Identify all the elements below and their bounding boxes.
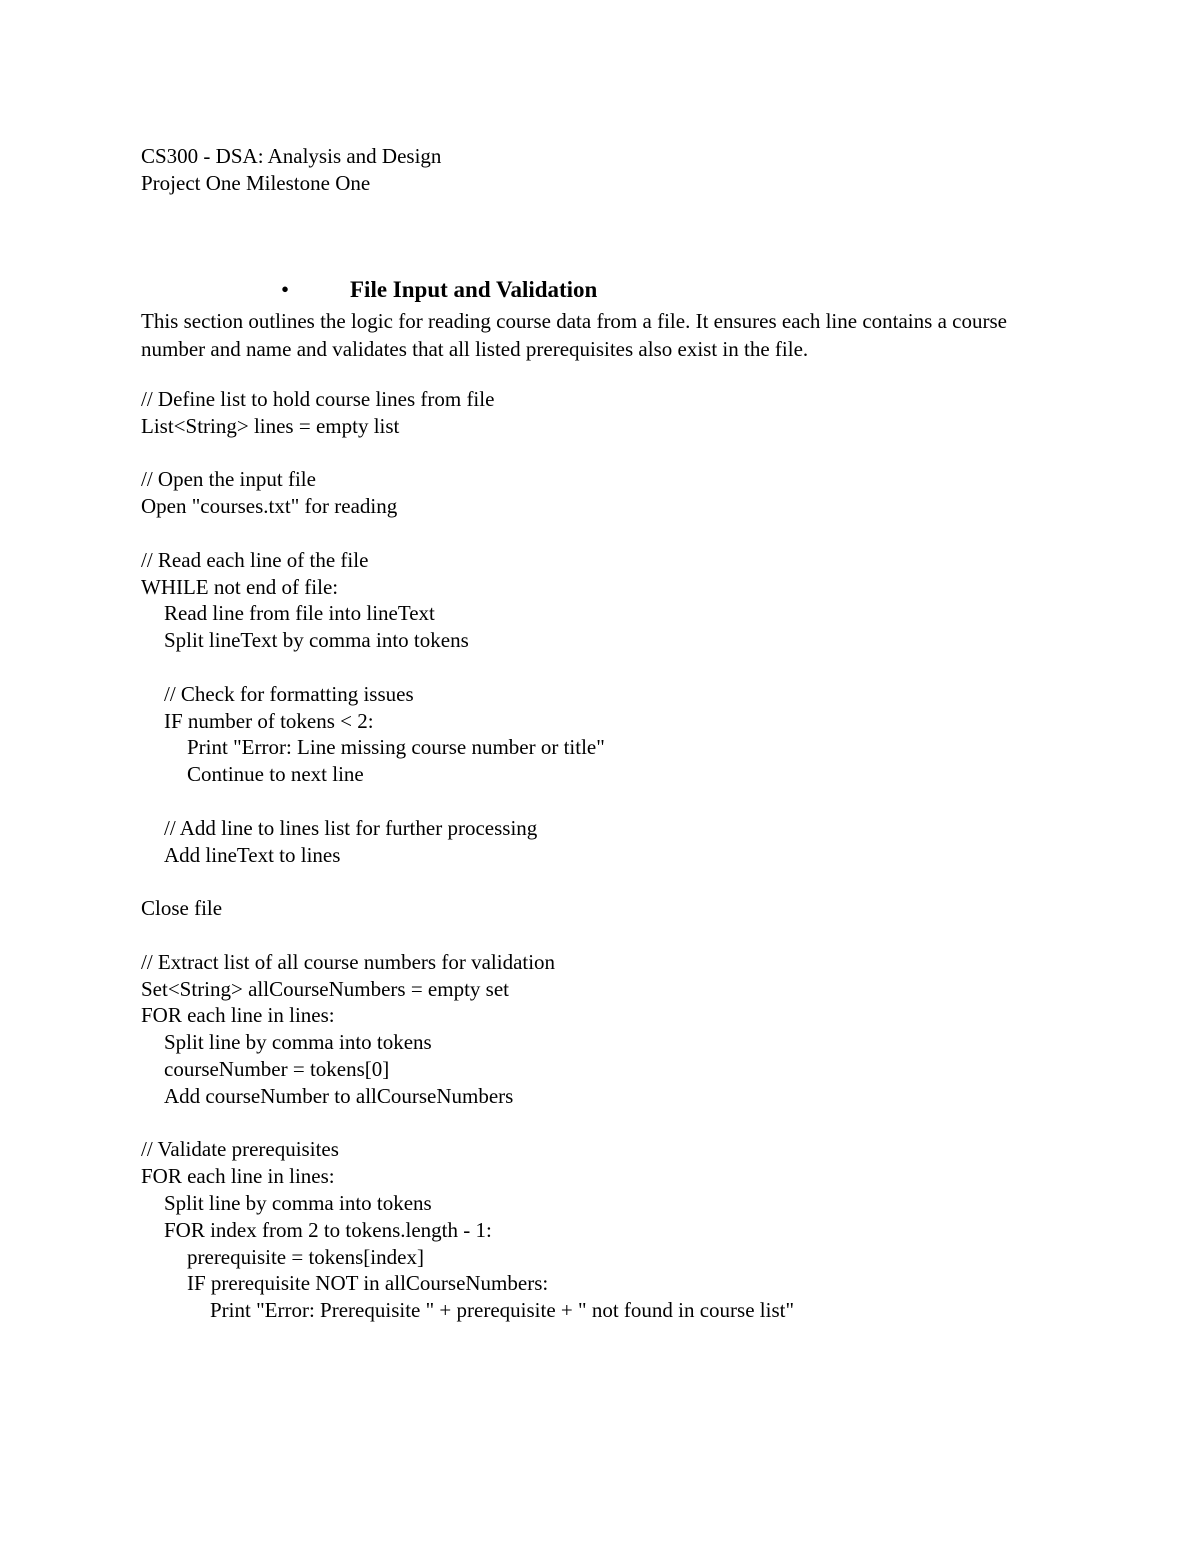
bullet-icon: •: [281, 277, 290, 302]
code-line: // Add line to lines list for further processing: [164, 815, 538, 840]
assignment-title: Project One Milestone One: [141, 171, 371, 195]
code-line: WHILE not end of file:: [141, 574, 339, 599]
code-line: Add courseNumber to allCourseNumbers: [164, 1083, 514, 1108]
blank-line: [141, 520, 1101, 547]
code-line: Set<String> allCourseNumbers = empty set: [141, 976, 509, 1001]
code-line: IF prerequisite NOT in allCourseNumbers:: [187, 1271, 549, 1296]
code-line: Split line by comma into tokens: [164, 1190, 432, 1215]
code-line: // Check for formatting issues: [164, 681, 414, 706]
code-line: IF number of tokens < 2:: [164, 708, 374, 733]
code-line: Read line from file into lineText: [164, 601, 435, 626]
section-intro: This section outlines the logic for reading course data from a file. It ensures each line contains a course number and name and validates that all listed prerequisites also exist in the file.: [141, 309, 1007, 361]
code-line: FOR each line in lines:: [141, 1003, 335, 1028]
code-line: Split line by comma into tokens: [164, 1030, 432, 1055]
blank-line: [141, 654, 1101, 681]
pseudocode-block: [141, 386, 1101, 1324]
blank-line: [141, 1110, 1101, 1137]
section-title: File Input and Validation: [350, 277, 598, 302]
code-line: prerequisite = tokens[index]: [187, 1244, 424, 1269]
code-line: Split lineText by comma into tokens: [164, 628, 469, 653]
code-line: // Open the input file: [141, 467, 316, 492]
code-line: Continue to next line: [187, 762, 364, 787]
code-line: Add lineText to lines: [164, 842, 341, 867]
code-line: // Read each line of the file: [141, 547, 369, 572]
code-line: Open "courses.txt" for reading: [141, 494, 398, 519]
code-line: // Define list to hold course lines from file: [141, 387, 495, 411]
code-line: courseNumber = tokens[0]: [164, 1056, 390, 1081]
code-line: List<String> lines = empty list: [141, 413, 400, 438]
document-header: [141, 143, 441, 197]
code-line: Print "Error: Prerequisite " + prerequisite + " not found in course list": [210, 1298, 795, 1323]
code-line: FOR each line in lines:: [141, 1164, 335, 1189]
blank-line: [141, 922, 1101, 949]
code-line: FOR index from 2 to tokens.length - 1:: [164, 1217, 492, 1242]
blank-line: [141, 788, 1101, 815]
code-line: Print "Error: Line missing course number or title": [187, 735, 605, 760]
blank-line: [141, 868, 1101, 895]
code-line: Close file: [141, 896, 223, 921]
code-line: // Extract list of all course numbers for validation: [141, 949, 556, 974]
code-line: // Validate prerequisites: [141, 1137, 339, 1162]
blank-line: [141, 440, 1101, 467]
section-heading: [0, 277, 1200, 307]
course-title: CS300 - DSA: Analysis and Design: [141, 144, 442, 168]
